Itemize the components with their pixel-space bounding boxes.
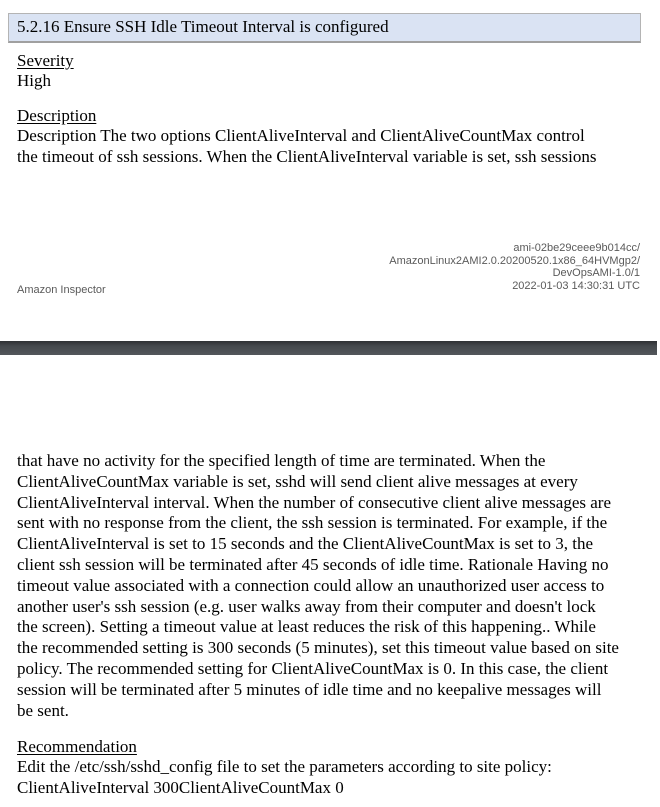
description-line: that have no activity for the specified length of time are terminated. When the [17, 451, 546, 470]
recommendation-line: ClientAliveInterval 300ClientAliveCountMax 0 [17, 777, 344, 797]
severity-value [17, 71, 647, 92]
description-line: timeout value associated with a connection could allow an unauthorized user access to [17, 575, 605, 595]
recommendation-text [17, 757, 647, 799]
recommendation-label: Recommendation [17, 737, 137, 756]
footer-brand: Amazon Inspector [17, 284, 106, 296]
description-line: policy. The recommended setting for ClientAliveCountMax is 0. In this case, the client [17, 658, 609, 678]
footer-timestamp: 2022-01-03 14:30:31 UTC [512, 279, 640, 292]
description-text-part2 [17, 451, 647, 721]
page-separator [0, 341, 657, 355]
description-line: Description The two options ClientAliveInterval and ClientAliveCountMax control [17, 126, 585, 145]
description-line: ClientAliveCountMax variable is set, sshd will send client alive messages at every [17, 471, 578, 491]
severity-label: Severity [17, 51, 74, 70]
report-page-2 [0, 355, 660, 807]
description-line: be sent. [17, 700, 69, 720]
severity-value-text: High [17, 71, 51, 90]
description-line: ClientAliveInterval interval. When the number of consecutive client alive messages are [17, 492, 611, 512]
recommendation-line: Edit the /etc/ssh/sshd_config file to set the parameters according to site policy: [17, 757, 552, 776]
finding-title: 5.2.16 Ensure SSH Idle Timeout Interval is configured [17, 17, 389, 36]
description-text-part1 [17, 126, 647, 168]
finding-header [8, 13, 641, 43]
footer-rules-package: DevOpsAMI-1.0/1 [552, 267, 640, 279]
description-line: the screen). Setting a timeout value at least reduces the risk of this happening.. While [17, 617, 596, 637]
description-line: client ssh session will be terminated after 45 seconds of idle time. Rationale Having no [17, 554, 609, 574]
description-line: session will be terminated after 5 minutes of idle time and no keepalive messages will [17, 679, 602, 699]
report-page-1 [0, 0, 660, 341]
footer-target-info [389, 242, 640, 292]
description-label: Description [17, 106, 97, 125]
description-line: ClientAliveInterval is set to 15 seconds and the ClientAliveCountMax is set to 3, the [17, 534, 594, 554]
description-line: the recommended setting is 300 seconds (5 minutes), set this timeout value based on site [17, 638, 619, 658]
description-line: the timeout of ssh sessions. When the ClientAliveInterval variable is set, ssh sessions [17, 146, 597, 166]
description-line: sent with no response from the client, the ssh session is terminated. For example, if the [17, 513, 608, 533]
description-line: another user's ssh session (e.g. user walks away from their computer and doesn't lock [17, 596, 596, 616]
footer-ami-name: AmazonLinux2AMI2.0.20200520.1x86_64HVMgp2/ [389, 254, 640, 267]
footer-ami-id: ami-02be29ceee9b014cc/ [513, 242, 640, 254]
